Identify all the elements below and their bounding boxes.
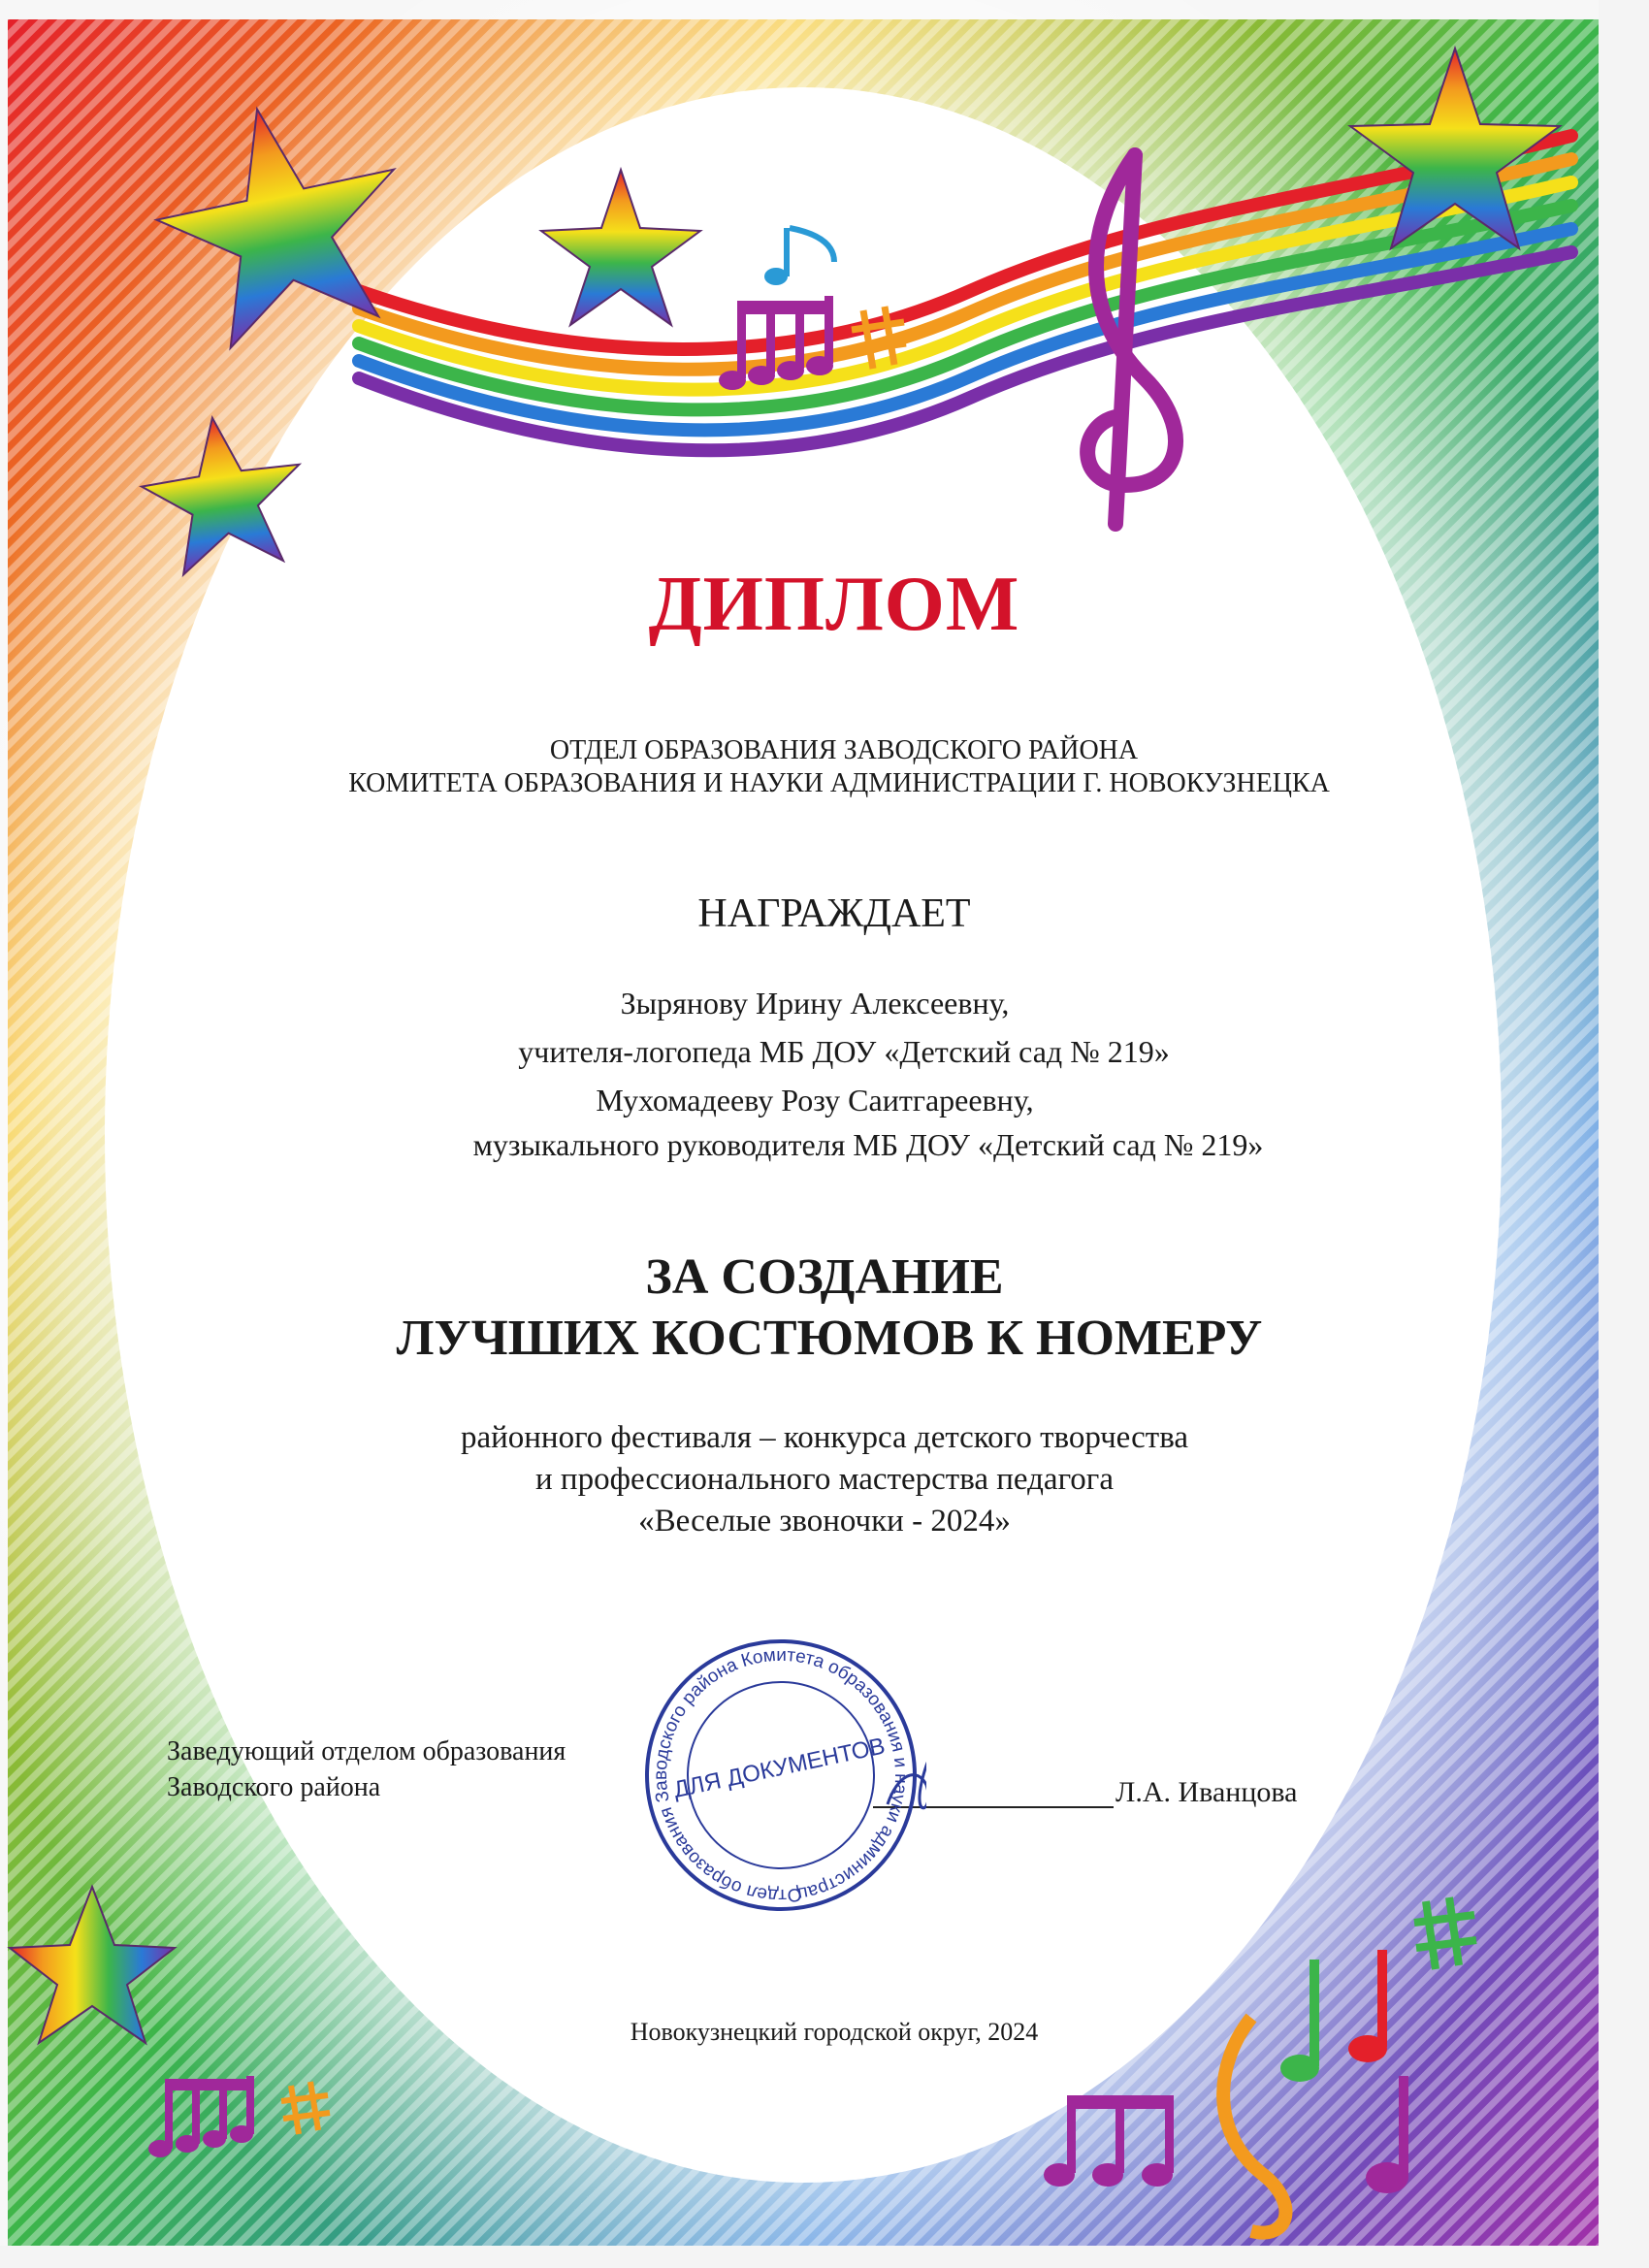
stamp-outer-text: Отдел образования Заводского района Комитета образования и науки администрации bbox=[650, 1644, 912, 1906]
diploma-title: ДИПЛОМ bbox=[648, 562, 1020, 647]
organization-line-1: ОТДЕЛ ОБРАЗОВАНИЯ ЗАВОДСКОГО РАЙОНА bbox=[549, 735, 1139, 765]
event-line-2: и профессионального мастерства педагога bbox=[535, 1462, 1114, 1497]
recipient-2-name: Мухомадееву Розу Саитгареевну, bbox=[596, 1083, 1034, 1118]
award-reason-line-2: ЛУЧШИХ КОСТЮМОВ К НОМЕРУ bbox=[396, 1311, 1263, 1366]
organization-line-2: КОМИТЕТА ОБРАЗОВАНИЯ И НАУКИ АДМИНИСТРАЦИИ Г. НОВОКУЗНЕЦКА bbox=[348, 768, 1330, 798]
recipient-2-position: музыкального руководителя МБ ДОУ «Детский сад № 219» bbox=[472, 1127, 1264, 1162]
signatory-title-line-2: Заводского района bbox=[167, 1772, 381, 1802]
footer-location-year: Новокузнецкий городской округ, 2024 bbox=[630, 2018, 1039, 2046]
event-line-3: «Веселые звоночки - 2024» bbox=[638, 1504, 1011, 1539]
stamp-center-text: ДЛЯ ДОКУМЕНТОВ bbox=[671, 1733, 888, 1803]
award-reason-line-1: ЗА СОЗДАНИЕ bbox=[645, 1249, 1004, 1305]
awards-heading: НАГРАЖДАЕТ bbox=[697, 891, 971, 936]
signatory-title-line-1: Заведующий отделом образования bbox=[167, 1736, 566, 1766]
recipient-1-position: учителя-логопеда МБ ДОУ «Детский сад № 219» bbox=[518, 1034, 1170, 1069]
official-stamp bbox=[635, 1630, 926, 1921]
event-line-1: районного фестиваля – конкурса детского творчества bbox=[460, 1420, 1189, 1455]
recipient-1-name: Зырянову Ирину Алексеевну, bbox=[620, 986, 1010, 1021]
signatory-name: Л.А. Иванцова bbox=[1116, 1776, 1298, 1808]
